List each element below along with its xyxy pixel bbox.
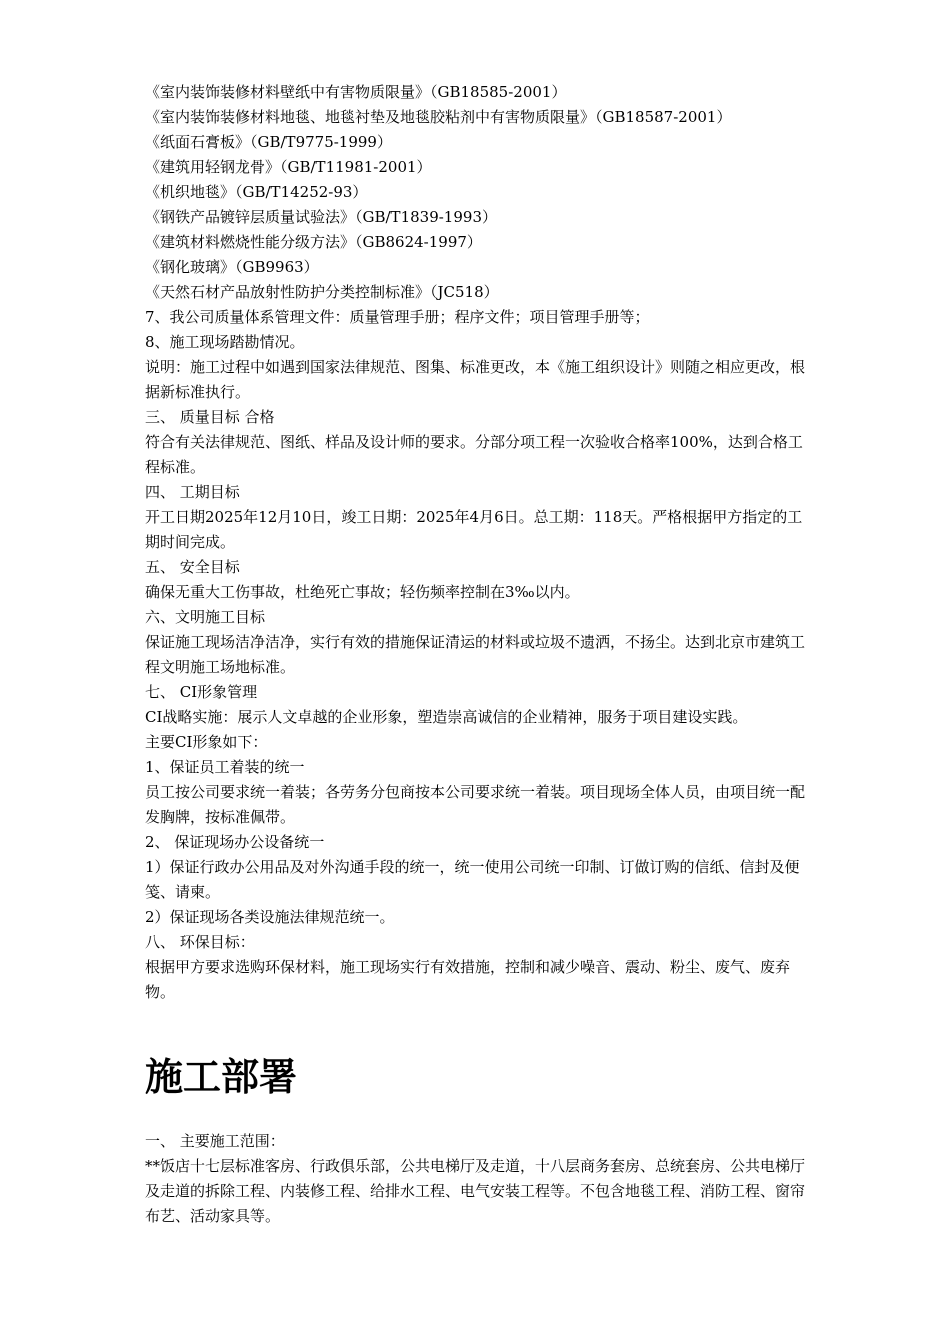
civil-body: 保证施工现场洁净洁净，实行有效的措施保证清运的材料或垃圾不遗洒，不扬尘。达到北京市建筑工程文明施工场地标准。 (145, 633, 806, 676)
safety-heading: 五、 安全目标 (145, 558, 240, 576)
item-7: 7、我公司质量体系管理文件：质量管理手册；程序文件；项目管理手册等； (145, 308, 650, 326)
quality-body: 符合有关法律规范、图纸、样品及设计师的要求。分部分项工程一次验收合格率100%，达到合格工程标准。 (145, 433, 803, 476)
standard-item: 《钢铁产品镀锌层质量试验法》（GB/T1839-1993） (145, 208, 497, 226)
scope-body: **饭店十七层标准客房、行政俱乐部，公共电梯厅及走道，十八层商务套房、总统套房、公共电梯厅及走道的拆除工程、内装修工程、给排水工程、电气安装工程等。不包含地毯工程、消防工程、窗帘布艺、活动家具等。 (145, 1157, 806, 1225)
standard-item: 《钢化玻璃》（GB9963） (145, 258, 319, 276)
ci-strategy: CI战略实施：展示人文卓越的企业形象，塑造崇高诚信的企业精神，服务于项目建设实践。 (145, 708, 748, 726)
scope-heading: 一、 主要施工范围： (145, 1132, 285, 1150)
section-title: 施工部署 (145, 1054, 298, 1099)
standards-list (145, 80, 815, 305)
document-body (145, 80, 815, 1229)
schedule-body: 开工日期2025年12月10日，竣工日期：2025年4月6日。总工期：118天。严格根据甲方指定的工期时间完成。 (145, 508, 803, 551)
standard-item: 《室内装饰装修材料壁纸中有害物质限量》（GB18585-2001） (145, 83, 567, 101)
quality-heading: 三、 质量目标 合格 (145, 408, 275, 426)
note-paragraph: 说明：施工过程中如遇到国家法律规范、图集、标准更改，本《施工组织设计》则随之相应更改，根据新标准执行。 (145, 358, 806, 401)
ci-point1-title: 1、保证员工着装的统一 (145, 758, 305, 776)
ci-point1-body: 员工按公司要求统一着装；各劳务分包商按本公司要求统一着装。项目现场全体人员，由项目统一配发胸牌，按标准佩带。 (145, 783, 806, 826)
ci-point2-sub2: 2）保证现场各类设施法律规范统一。 (145, 908, 395, 926)
safety-body: 确保无重大工伤事故，杜绝死亡事故；轻伤频率控制在3‰以内。 (145, 583, 580, 601)
ci-heading: 七、 CI形象管理 (145, 683, 258, 701)
standard-item: 《天然石材产品放射性防护分类控制标准》（JC518） (145, 283, 499, 301)
env-body: 根据甲方要求选购环保材料，施工现场实行有效措施，控制和减少噪音、震动、粉尘、废气、废弃物。 (145, 958, 791, 1001)
schedule-heading: 四、 工期目标 (145, 483, 240, 501)
ci-intro: 主要CI形象如下： (145, 733, 268, 751)
standard-item: 《建筑材料燃烧性能分级方法》（GB8624-1997） (145, 233, 482, 251)
ci-point2-title: 2、 保证现场办公设备统一 (145, 833, 325, 851)
standard-item: 《室内装饰装修材料地毯、地毯衬垫及地毯胶粘剂中有害物质限量》（GB18587-2001） (145, 108, 732, 126)
env-heading: 八、 环保目标： (145, 933, 255, 951)
standard-item: 《机织地毯》（GB/T14252-93） (145, 183, 368, 201)
ci-point2-sub1: 1）保证行政办公用品及对外沟通手段的统一，统一使用公司统一印制、订做订购的信纸、信封及便笺、请柬。 (145, 858, 800, 901)
civil-heading: 六、文明施工目标 (145, 608, 266, 626)
item-8: 8、施工现场踏勘情况。 (145, 333, 305, 351)
standard-item: 《纸面石膏板》（GB/T9775-1999） (145, 133, 392, 151)
standard-item: 《建筑用轻钢龙骨》（GB/T11981-2001） (145, 158, 432, 176)
